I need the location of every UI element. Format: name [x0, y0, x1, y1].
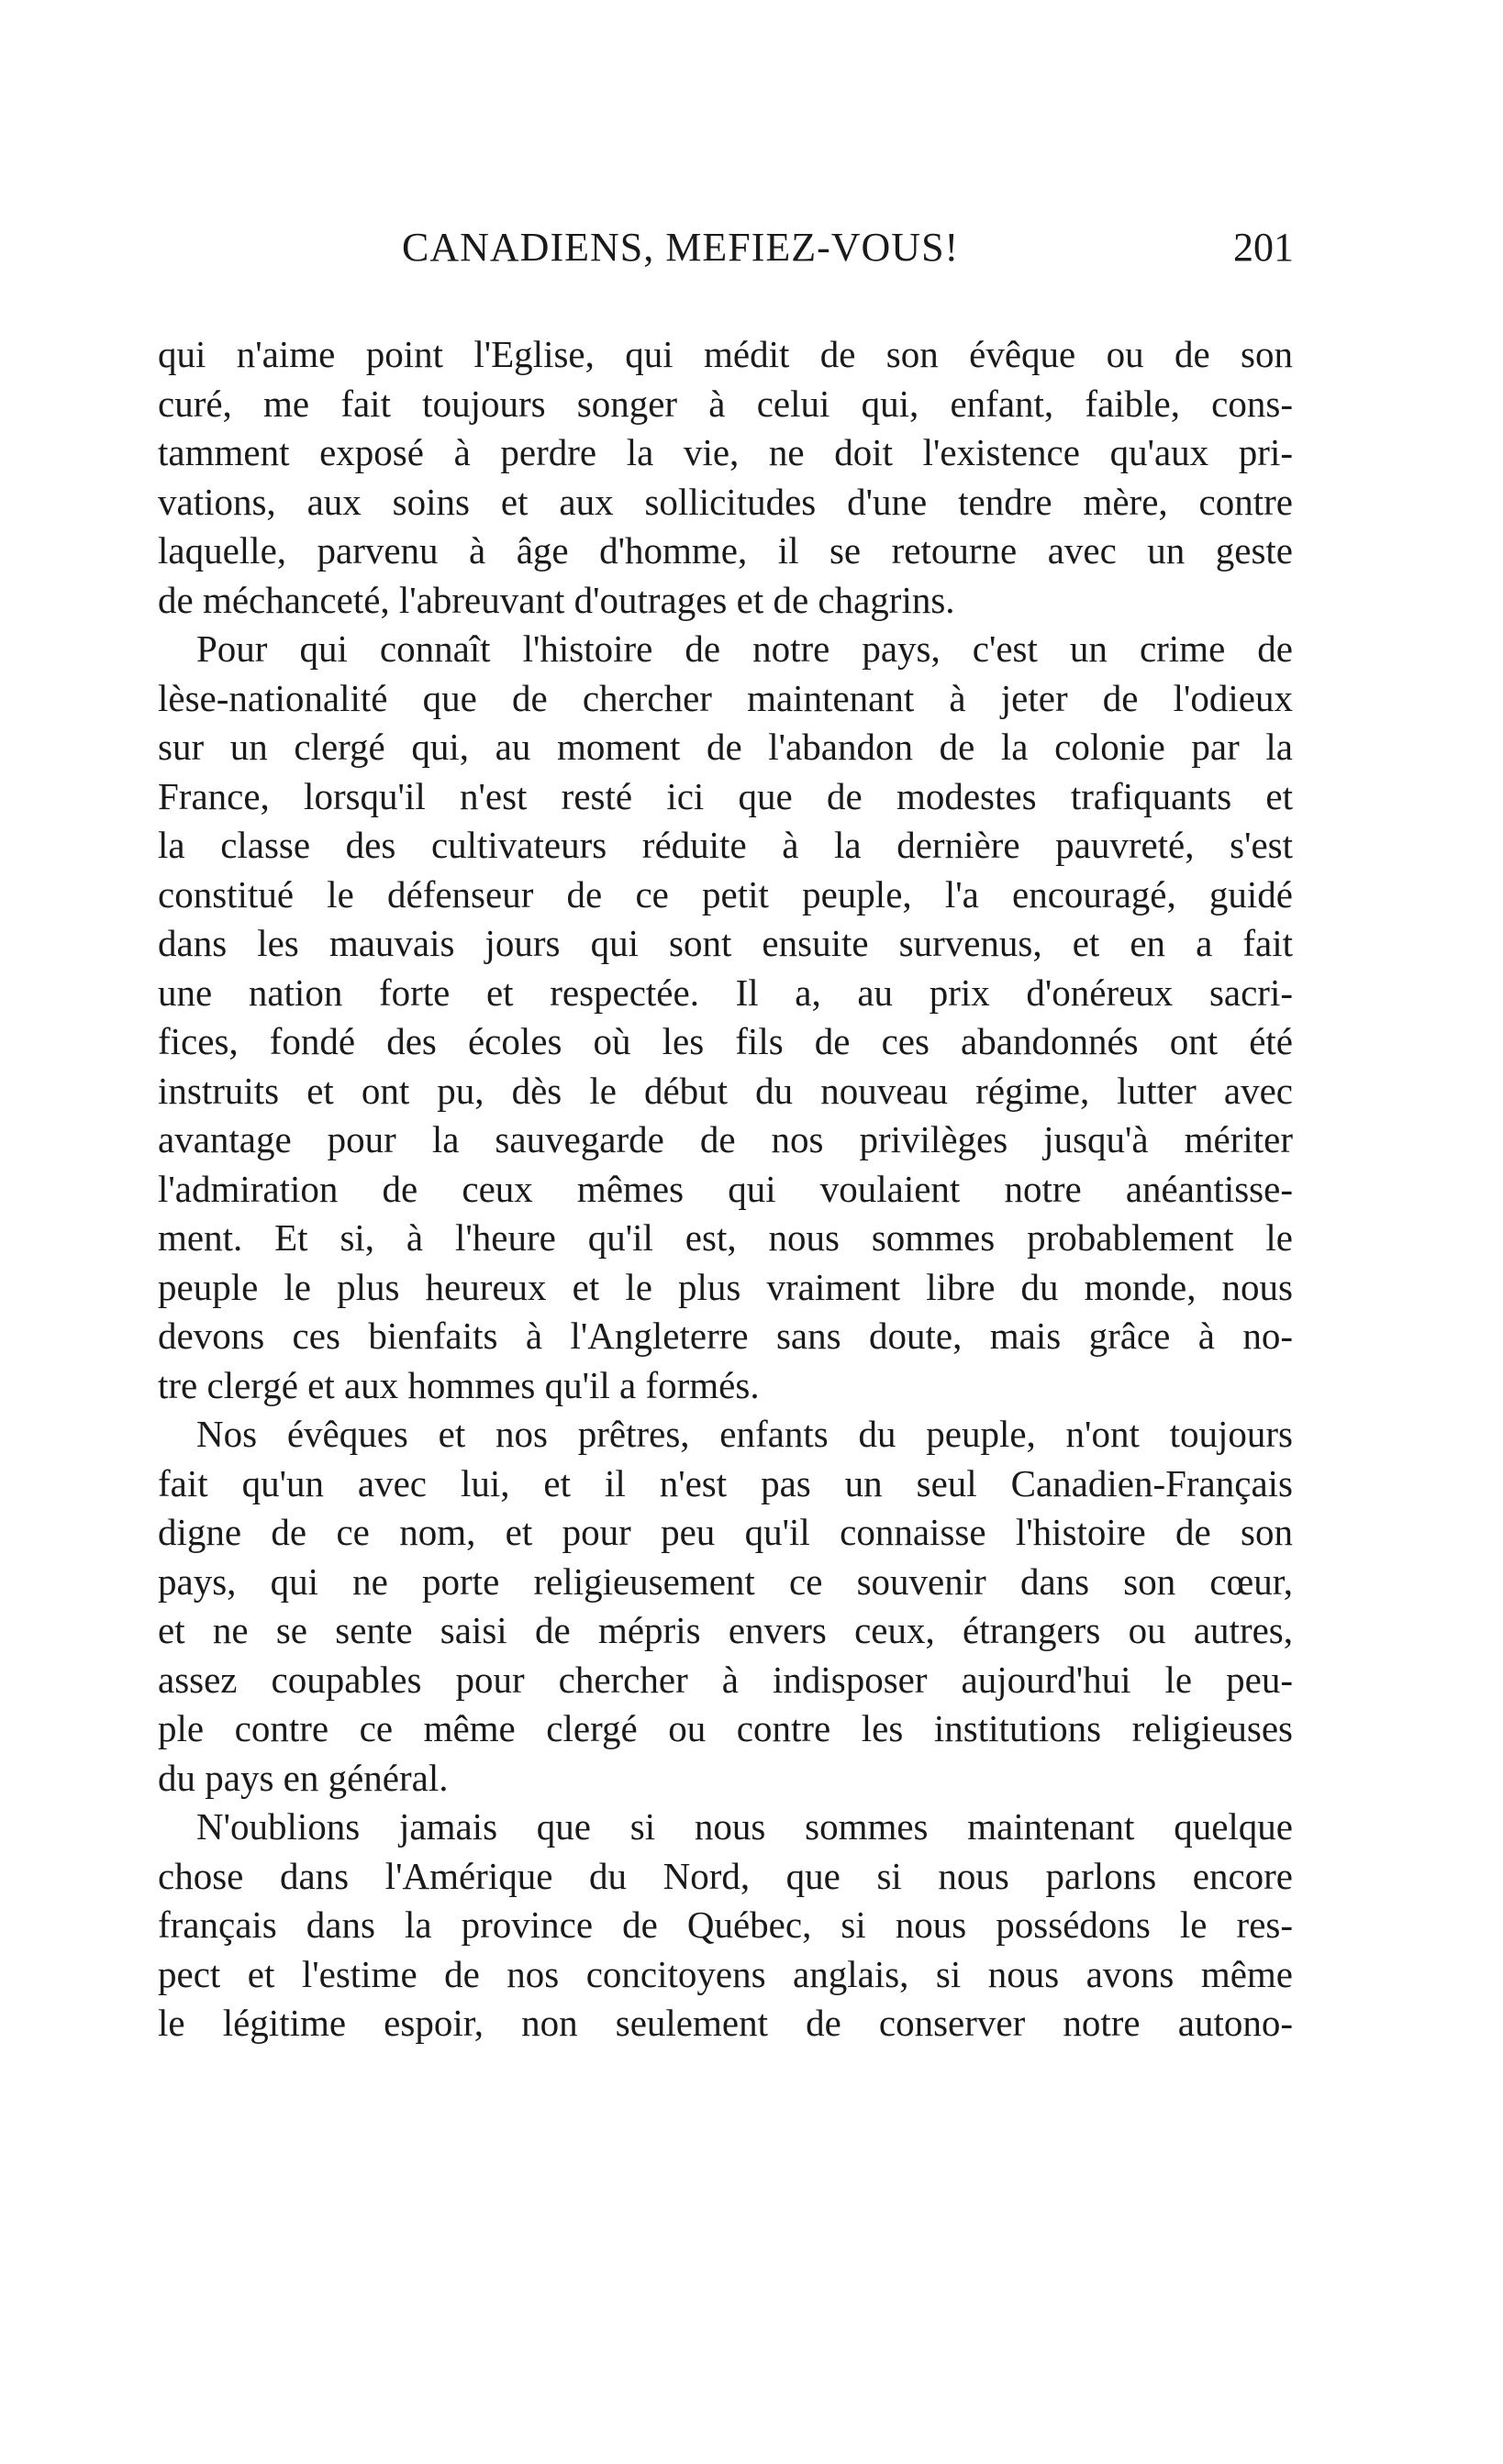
text-line: une nation forte et respectée. Il a, au prix d'onéreux sacri- [158, 971, 1293, 1014]
text-line: chose dans l'Amérique du Nord, que si nous parlons encore [158, 1854, 1293, 1897]
text-line: lèse-nationalité que de chercher maintenant à jeter de l'odieux [158, 676, 1293, 719]
text-line: fait qu'un avec lui, et il n'est pas un seul Canadien-Français [158, 1461, 1293, 1504]
text-line: ment. Et si, à l'heure qu'il est, nous sommes probablement le [158, 1216, 1293, 1259]
text-line: avantage pour la sauvegarde de nos privilèges jusqu'à mériter [158, 1118, 1293, 1160]
text-line: laquelle, parvenu à âge d'homme, il se retourne avec un geste [158, 529, 1293, 572]
text-line: qui n'aime point l'Eglise, qui médit de son évêque ou de son [158, 333, 1293, 375]
text-line: sur un clergé qui, au moment de l'abandon de la colonie par la [158, 726, 1293, 768]
text-line: assez coupables pour chercher à indisposer aujourd'hui le peu- [158, 1658, 1293, 1701]
text-line: du pays en général. [158, 1756, 449, 1799]
text-line: France, lorsqu'il n'est resté ici que de modestes trafiquants et [158, 774, 1293, 817]
body-text [158, 330, 1293, 2048]
text-line: tre clergé et aux hommes qu'il a formés. [158, 1363, 760, 1406]
text-line: tamment exposé à perdre la vie, ne doit l'existence qu'aux pri- [158, 431, 1293, 473]
text-line: digne de ce nom, et pour peu qu'il connaisse l'histoire de son [158, 1511, 1293, 1553]
text-line: constitué le défenseur de ce petit peuple, l'a encouragé, guidé [158, 872, 1293, 916]
text-line: peuple le plus heureux et le plus vraiment libre du monde, nous [158, 1265, 1293, 1308]
text-line: fices, fondé des écoles où les fils de ces abandonnés ont été [158, 1020, 1293, 1062]
page-number: 201 [1233, 225, 1294, 270]
text-line: pays, qui ne porte religieusement ce souvenir dans son cœur, [158, 1559, 1293, 1603]
text-line: dans les mauvais jours qui sont ensuite survenus, et en a fait [158, 922, 1293, 964]
text-line: curé, me fait toujours songer à celui qui, enfant, faible, cons- [158, 382, 1293, 425]
text-line: Nos évêques et nos prêtres, enfants du peuple, n'ont toujours [196, 1413, 1293, 1455]
text-line: devons ces bienfaits à l'Angleterre sans doute, mais grâce à no- [158, 1315, 1293, 1357]
text-line: pect et l'estime de nos concitoyens anglais, si nous avons même [158, 1952, 1293, 1995]
text-line: instruits et ont pu, dès le début du nouveau régime, lutter avec [158, 1069, 1293, 1112]
text-line: Pour qui connaît l'histoire de notre pays, c'est un crime de [196, 627, 1293, 670]
text-line: vations, aux soins et aux sollicitudes d'une tendre mère, contre [158, 480, 1293, 523]
text-line: de méchanceté, l'abreuvant d'outrages et de chagrins. [158, 578, 955, 621]
text-line: ple contre ce même clergé ou contre les institutions religieuses [158, 1707, 1293, 1749]
running-title: CANADIENS, MEFIEZ-VOUS! [402, 225, 960, 270]
text-line: le légitime espoir, non seulement de conserver notre autono- [158, 2002, 1293, 2044]
text-line: l'admiration de ceux mêmes qui voulaient notre anéantisse- [158, 1167, 1293, 1210]
text-line: français dans la province de Québec, si nous possédons le res- [158, 1903, 1293, 1946]
text-line: la classe des cultivateurs réduite à la dernière pauvreté, s'est [158, 824, 1293, 866]
text-line: N'oublions jamais que si nous sommes maintenant quelque [196, 1805, 1293, 1848]
text-line: et ne se sente saisi de mépris envers ceux, étrangers ou autres, [158, 1609, 1293, 1651]
page-header [193, 224, 1294, 283]
